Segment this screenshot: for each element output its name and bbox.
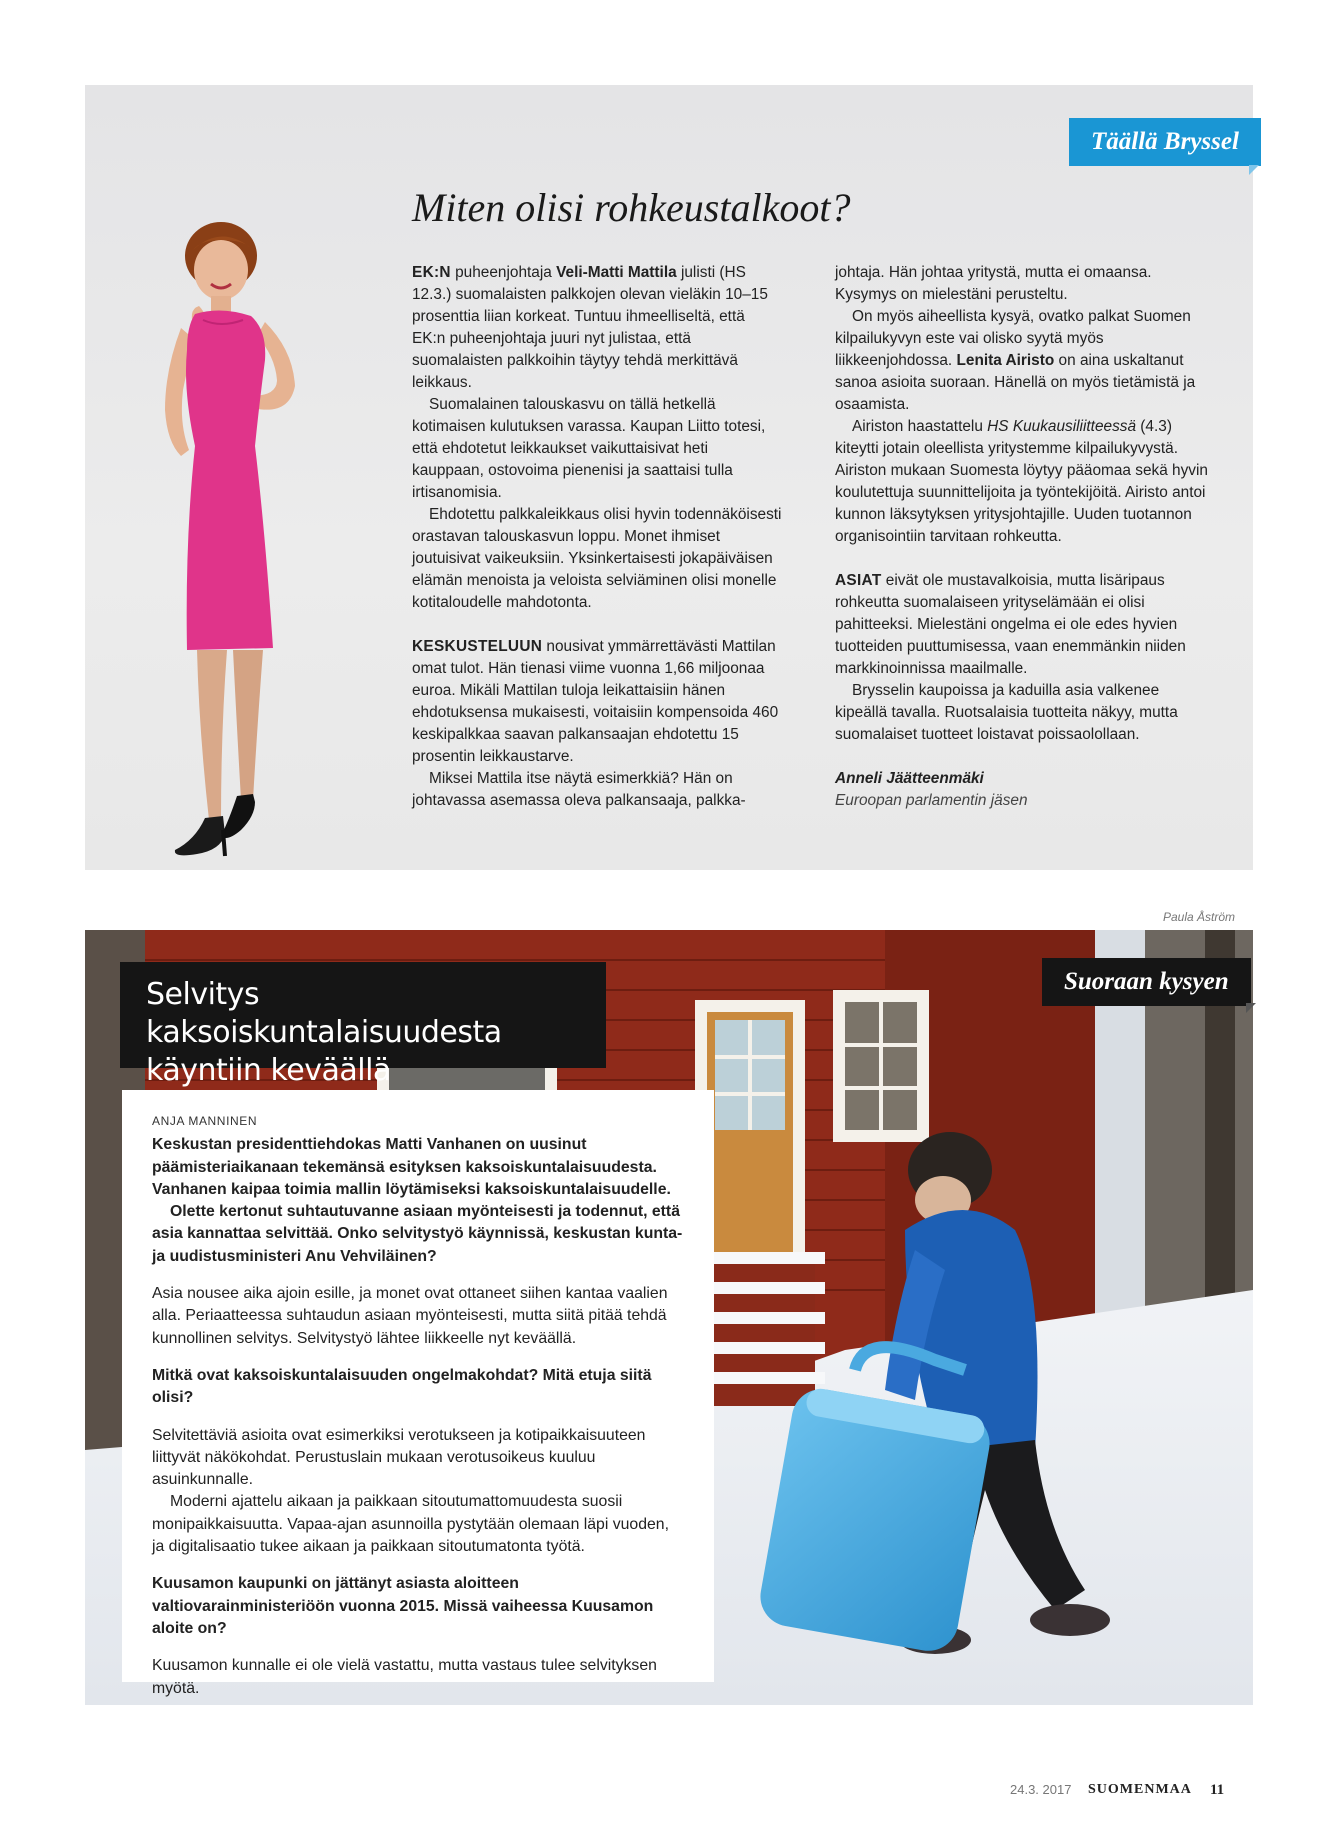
- question-2: Mitkä ovat kaksoiskuntalaisuuden ongelmakohdat? Mitä etuja siitä olisi?: [152, 1366, 652, 1407]
- paragraph: [835, 416, 1213, 548]
- tag-fold-decoration: [1246, 1003, 1256, 1013]
- text: On myös aiheellista kysyä, ovatko palkat Suomen kilpailukyvyn este vai olisko syytä myös liikkeenjohdossa.: [835, 308, 1191, 369]
- lead-word: ASIAT: [835, 572, 882, 589]
- text: on aina uskaltanut sanoa asioita suoraan. Hänellä on myös tietämistä ja osaamista.: [835, 352, 1196, 413]
- question-3: Kuusamon kaupunki on jättänyt asiasta aloitteen valtiovarainministeriöön vuonna 2015. Missä vaiheessa Kuusamon aloite on?: [152, 1575, 654, 1637]
- text: Airiston haastattelu: [852, 418, 988, 435]
- paragraph: [835, 570, 1213, 680]
- paragraph: Miksei Mattila itse näytä esimerkkiä? Hän on johtavassa asemassa oleva palkansaaja, palkka-: [412, 770, 746, 809]
- headline-line-1: Selvitys kaksoiskuntalaisuudesta: [146, 977, 502, 1050]
- article-title: Miten olisi rohkeustalkoot?: [412, 185, 851, 230]
- answer-1: Asia nousee aika ajoin esille, ja monet ovat ottaneet siihen kantaa vaalien alla. Periaatteessa suhtaudun asiaan myönteisesti, mutta siitä pitää tehdä kunnollinen selvitys. Selvitystyö lähtee liikkeelle nyt keväällä.: [152, 1285, 668, 1347]
- question-1: Olette kertonut suhtautuvanne asiaan myönteisesti ja todennut, että asia kannattaa selvittää. Onko selvitystyö käynnissä, keskustan kunta- ja uudistusministeri Anu Vehviläinen?: [152, 1203, 683, 1265]
- answer-2-continued: Moderni ajattelu aikaan ja paikkaan sitoutumattomuudesta suosii monipaikkaisuutta. Vapaa-ajan asunnoilla pystytään olemaan läpi vuoden, ja digitalisaatio tukee aikaan ja paikkaan sitoutumatonta työtä.: [152, 1493, 669, 1556]
- footer-page-number: 11: [1210, 1782, 1225, 1798]
- author-name: Anneli Jäätteenmäki: [835, 770, 984, 787]
- person-name: Lenita Airisto: [956, 352, 1055, 369]
- text: (4.3) kiteytti jotain oleellista yritystemme kilpailukyvystä. Airiston mukaan Suomesta löytyy pääomaa sekä hyvin koulutettuja suunnittelijoita ja työntekijöitä. Airisto antoi kunnon läksytyksen yritysjohtajille. Uuden tuotannon organisointiin tarvitaan rohkeutta.: [835, 418, 1208, 545]
- paragraph: Brysselin kaupoissa ja kaduilla asia valkenee kipeällä tavalla. Ruotsalaisia tuotteita näkyy, mutta suomalaiset tuotteet loistavat poissaolollaan.: [835, 682, 1178, 743]
- tag-fold-decoration: [1249, 165, 1259, 175]
- paragraph: [412, 262, 782, 394]
- paragraph: Suomalainen talouskasvu on tällä hetkellä kotimaisen kulutuksen varassa. Kaupan Liitto totesi, että ehdotetut leikkaukset vaikuttaisivat heti kauppaan, ostovoima pienenisi ja saattaisi tulla irtisanomisia.: [412, 396, 766, 501]
- photo-credit: Paula Åström: [1163, 910, 1236, 924]
- paragraph: johtaja. Hän johtaa yritystä, mutta ei omaansa. Kysymys on mielestäni perusteltu.: [835, 264, 1152, 303]
- lead-word: KESKUSTELUUN: [412, 638, 543, 655]
- footer-magazine-name: SUOMENMAA: [1088, 1782, 1192, 1797]
- paragraph: Ehdotettu palkkaleikkaus olisi hyvin todennäköisesti orastavan talouskasvun loppu. Monet ihmiset joutuisivat vaikeuksiin. Yksinkertaisesti jokapäiväisen elämän menoista ja veloista selviäminen olisi monelle kotitaloudelle mahdotonta.: [412, 506, 782, 611]
- section-tag-taalla-bryssel: Täällä Bryssel: [1069, 118, 1261, 166]
- footer-date: 24.3. 2017: [1010, 1782, 1072, 1797]
- article-column-1: [412, 262, 782, 812]
- text: julisti (HS 12.3.) suomalaisten palkkojen olevan vieläkin 10–15 prosenttia liian korkeat. Tuntuu ihmeelliseltä, että EK:n puheenjohtaja juuri nyt julistaa, että suomalaisten palkkoihin täytyy tehdä merkittävä leikkaus.: [412, 264, 768, 391]
- text: nousivat ymmärrettävästi Mattilan omat tulot. Hän tienasi viime vuonna 1,66 miljoonaa euroa. Mikäli Mattilan tuloja leikattaisiin hänen ehdotuksensa mukaisesti, voitaisiin kompensoida 460 keskipalkkaa saavan palkansaajan ehdotettu 15 prosentin leikkaustarve.: [412, 638, 779, 765]
- section-tag-suoraan-kysyen: Suoraan kysyen: [1042, 958, 1251, 1006]
- person-name: Veli-Matti Mattila: [556, 264, 677, 281]
- intro-paragraph: Keskustan presidenttiehdokas Matti Vanhanen on uusinut päämisteriaikanaan tekemänsä esityksen kaksoiskuntalaisuudesta. Vanhanen kaipaa toimia mallin löytämiseksi kaksoiskuntalaisuudelle.: [152, 1136, 671, 1198]
- headline-line-2: käyntiin keväällä: [146, 1053, 391, 1088]
- publication-name: HS Kuukausiliitteessä: [987, 418, 1137, 435]
- text: puheenjohtaja: [450, 264, 557, 281]
- bottom-headline: [120, 962, 606, 1088]
- paragraph: [835, 306, 1213, 416]
- interview-box: [122, 1090, 714, 1697]
- byline: ANJA MANNINEN: [152, 1114, 258, 1128]
- woman-photo: [125, 210, 325, 910]
- article-column-2: [835, 262, 1213, 812]
- paragraph: [412, 636, 782, 768]
- author-role: Euroopan parlamentin jäsen: [835, 792, 1028, 809]
- text: eivät ole mustavalkoisia, mutta lisäripaus rohkeutta suomalaiseen yrityselämään ei olisi pahitteeksi. Mielestäni ongelma ei ole edes hyvien tuotteiden puuttumisessa, vaan enemmänkin niiden markkinoinnissa maailmalle.: [835, 572, 1186, 677]
- answer-2: Selvitettäviä asioita ovat esimerkiksi verotukseen ja kotipaikkaisuuteen liittyvät näkökohdat. Perustuslain mukaan verotusoikeus kuuluu asuinkunnalle.: [152, 1426, 646, 1489]
- lead-word: EK:N: [412, 264, 451, 281]
- answer-3: Kuusamon kunnalle ei ole vielä vastattu, mutta vastaus tulee selvityksen myötä.: [152, 1657, 657, 1697]
